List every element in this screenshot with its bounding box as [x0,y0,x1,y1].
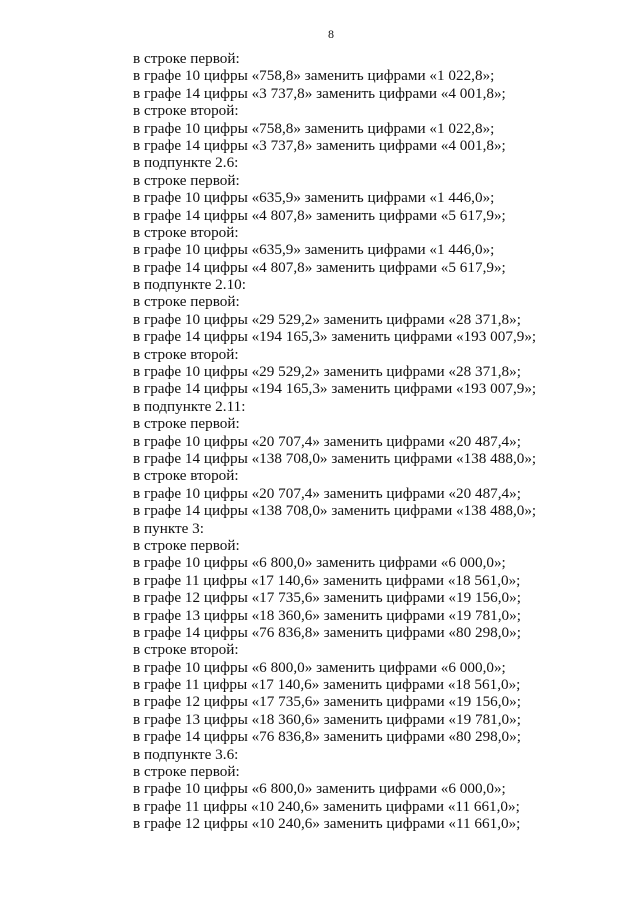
document-line: в графе 10 цифры «758,8» заменить цифрами «1 022,8»; [133,67,495,85]
document-line: в графе 10 цифры «29 529,2» заменить цифрами «28 371,8»; [133,363,521,381]
document-line: в графе 14 цифры «76 836,8» заменить цифрами «80 298,0»; [133,728,521,746]
document-line: в строке первой: [133,415,240,433]
document-line: в графе 11 цифры «17 140,6» заменить цифрами «18 561,0»; [133,571,521,589]
document-line: в подпункте 2.11: [133,397,246,415]
document-line: в графе 10 цифры «758,8» заменить цифрами «1 022,8»; [133,119,495,137]
document-line: в графе 13 цифры «18 360,6» заменить цифрами «19 781,0»; [133,606,521,624]
document-line: в графе 11 цифры «10 240,6» заменить цифрами «11 661,0»; [133,797,520,815]
document-line: в графе 14 цифры «4 807,8» заменить цифрами «5 617,9»; [133,258,506,276]
document-line: в графе 10 цифры «6 800,0» заменить цифрами «6 000,0»; [133,658,506,676]
document-line: в графе 13 цифры «18 360,6» заменить цифрами «19 781,0»; [133,710,521,728]
document-line: в строке первой: [133,50,240,67]
document-line: в графе 10 цифры «6 800,0» заменить цифрами «6 000,0»; [133,780,506,798]
document-line: в графе 10 цифры «20 707,4» заменить цифрами «20 487,4»; [133,432,521,450]
document-line: в графе 14 цифры «138 708,0» заменить цифрами «138 488,0»; [133,502,537,520]
document-line: в графе 14 цифры «194 165,3» заменить цифрами «193 007,9»; [133,328,537,346]
document-line: в пункте 3: [133,519,204,537]
document-line: в графе 11 цифры «17 140,6» заменить цифрами «18 561,0»; [133,676,521,694]
document-line: в графе 10 цифры «29 529,2» заменить цифрами «28 371,8»; [133,310,521,328]
document-line: в строке второй: [133,223,239,241]
document-line: в графе 12 цифры «10 240,6» заменить цифрами «11 661,0»; [133,815,521,833]
document-line: в строке второй: [133,467,239,485]
document-line: в графе 10 цифры «20 707,4» заменить цифрами «20 487,4»; [133,484,521,502]
document-line: в графе 10 цифры «635,9» заменить цифрами «1 446,0»; [133,241,495,259]
document-line: в графе 14 цифры «3 737,8» заменить цифрами «4 001,8»; [133,84,506,102]
document-line: в графе 14 цифры «76 836,8» заменить цифрами «80 298,0»; [133,623,521,641]
document-line: в графе 14 цифры «194 165,3» заменить цифрами «193 007,9»; [133,380,537,398]
page-number: 8 [328,27,334,41]
document-line: в графе 12 цифры «17 735,6» заменить цифрами «19 156,0»; [133,693,521,711]
document-line: в строке второй: [133,345,239,363]
document-line: в строке второй: [133,641,239,659]
document-line: в подпункте 2.10: [133,276,246,294]
document-line: в строке второй: [133,102,239,120]
document-line: в подпункте 2.6: [133,154,239,172]
document-line: в строке первой: [133,293,240,311]
document-line: в графе 10 цифры «635,9» заменить цифрами «1 446,0»; [133,189,495,207]
document-line: в графе 14 цифры «4 807,8» заменить цифрами «5 617,9»; [133,206,506,224]
document-line: в строке первой: [133,171,240,189]
document-line: в строке первой: [133,763,240,781]
document-line: в графе 10 цифры «6 800,0» заменить цифрами «6 000,0»; [133,554,506,572]
amendment-list [133,50,613,833]
document-line: в подпункте 3.6: [133,745,239,763]
document-line: в графе 12 цифры «17 735,6» заменить цифрами «19 156,0»; [133,589,521,607]
document-line: в строке первой: [133,536,240,554]
document-line: в графе 14 цифры «138 708,0» заменить цифрами «138 488,0»; [133,449,537,467]
document-line: в графе 14 цифры «3 737,8» заменить цифрами «4 001,8»; [133,136,506,154]
